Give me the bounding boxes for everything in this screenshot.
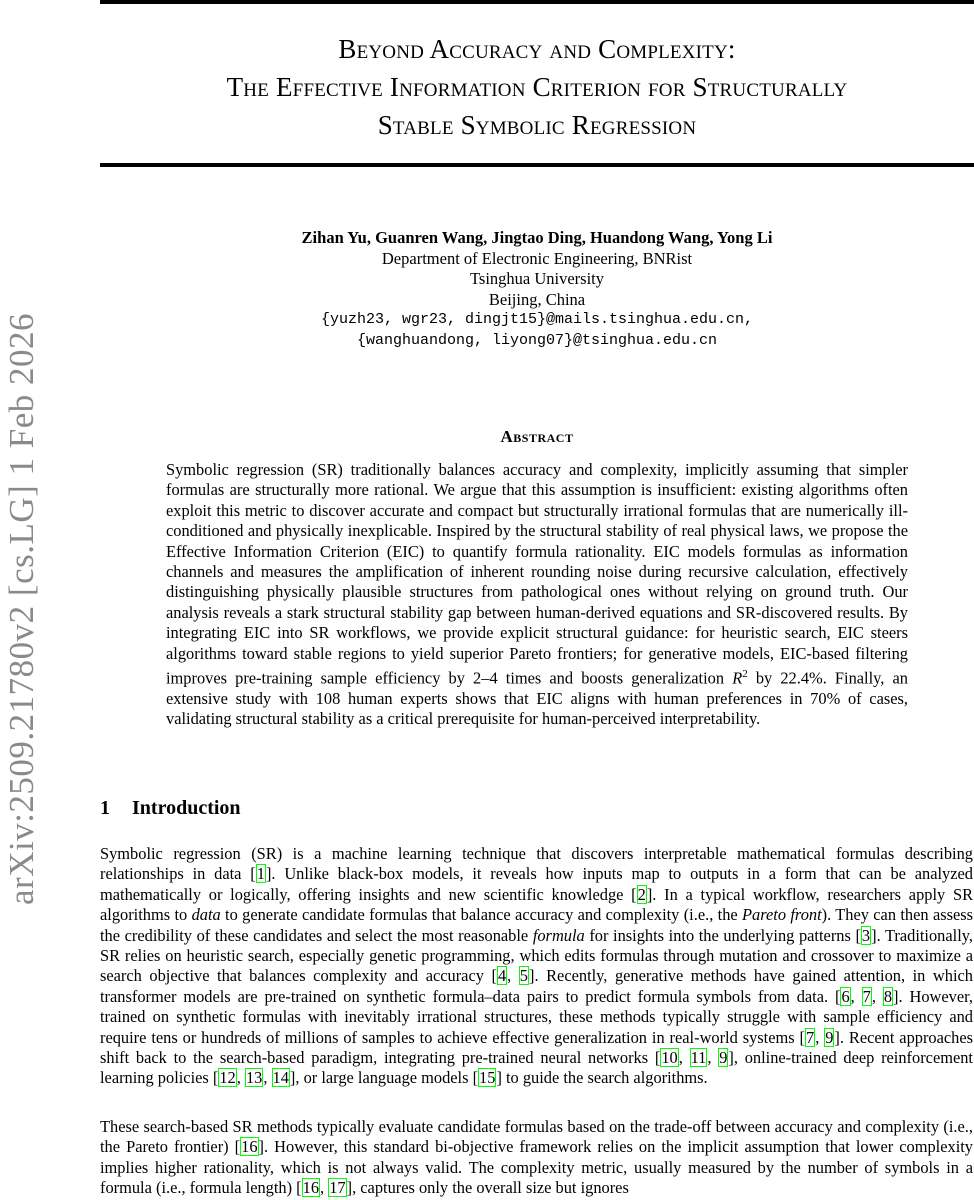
paper-title (100, 30, 974, 144)
citation-link[interactable]: 5 (519, 966, 528, 986)
citation-link[interactable]: 7 (806, 1027, 815, 1047)
intro-paragraph-2 (100, 1117, 973, 1199)
citation-link[interactable]: 16 (241, 1137, 258, 1157)
paragraph-text: , (236, 1068, 245, 1088)
title-bottom-rule (100, 163, 974, 167)
citation-link[interactable]: 16 (302, 1178, 320, 1198)
author-emails-2: {wanghuandong, liyong07}@tsinghua.edu.cn (356, 331, 718, 349)
citation-link[interactable]: 4 (497, 966, 507, 986)
paragraph-text: ]. Unlike black-box models, it reveals how inputs map to outputs in a form that can be analyzed mathematically or logically, offering insights and new scientific knowledge [ (100, 864, 973, 904)
abstract-body (166, 460, 908, 730)
title-line-2: The Effective Information Criterion for Structurally (226, 72, 848, 102)
paragraph-text: ]. Traditionally, SR relies on heuristic search, especially genetic programming, which edits formulas through mutation and crossover to maximize a search objective that balances complexity and accuracy [ (100, 925, 973, 986)
intro-paragraph-1 (100, 844, 973, 1089)
paragraph-text: ], online-trained deep reinforcement learning policies [ (100, 1048, 973, 1088)
title-line-1: Beyond Accuracy and Complexity: (338, 34, 736, 64)
paragraph-text: for insights into the underlying patterns [ (584, 925, 861, 945)
paragraph-text: , (707, 1048, 719, 1068)
paragraph-text: ). They can then assess the credibility of these candidates and select the most reasonable (100, 905, 974, 945)
citation-link[interactable]: 1 (256, 864, 265, 884)
citation-link[interactable]: 17 (329, 1178, 346, 1198)
citation-link[interactable]: 8 (883, 986, 893, 1006)
paragraph-text: , (871, 986, 883, 1006)
citation-link[interactable]: 10 (661, 1048, 678, 1068)
citation-link[interactable]: 3 (861, 925, 871, 945)
citation-link[interactable]: 2 (637, 884, 646, 904)
paragraph-text: , (850, 986, 862, 1006)
paragraph-text: ]. In a typical workflow, researchers apply SR algorithms to (100, 884, 973, 925)
paragraph-text: ]. Recent approaches shift back to the search-based paradigm, integrating pre-trained neural networks [ (100, 1027, 974, 1068)
section-number: 1 (100, 797, 110, 819)
paragraph-text: ]. However, trained on synthetic formulas with inevitably irrational structures, these methods typically struggle with sample efficiency and require tens or hundreds of millions of samples to achieve effective generalization in real-world systems [ (100, 986, 974, 1047)
paragraph-text: Symbolic regression (SR) is a machine learning technique that discovers interpretable mathematical formulas describing relationships in data [ (100, 844, 973, 884)
section-title: Introduction (132, 797, 241, 819)
arxiv-stamp: arXiv:2509.21780v2 [cs.LG] 1 Feb 2026 (2, 312, 41, 905)
citation-link[interactable]: 14 (272, 1068, 289, 1088)
affiliation-department: Department of Electronic Engineering, BNRist (381, 248, 693, 268)
title-top-rule (100, 0, 974, 4)
paragraph-text: , (815, 1027, 825, 1047)
citation-link[interactable]: 13 (245, 1068, 263, 1088)
affiliation-location: Beijing, China (488, 289, 586, 309)
citation-link[interactable]: 6 (841, 986, 850, 1006)
abstract-text-b: by 22.4%. Finally, an extensive study with 108 human experts shows that EIC aligns with human preferences in 70% of cases, validating structural stability as a critical prerequisite for human-perceived interpretability. (166, 668, 908, 729)
citation-link[interactable]: 15 (479, 1068, 496, 1088)
affiliation-university: Tsinghua University (469, 269, 605, 288)
paragraph-text: , (320, 1178, 329, 1198)
citation-link[interactable]: 9 (825, 1027, 834, 1047)
citation-link[interactable]: 9 (719, 1048, 728, 1068)
paragraph-text: to generate candidate formulas that balance accuracy and complexity (i.e., the (220, 905, 743, 925)
paragraph-text: , (263, 1068, 272, 1088)
author-block (100, 228, 974, 351)
italic-term: formula (532, 925, 585, 945)
author-emails-1: {yuzh23, wgr23, dingjt15}@mails.tsinghua.edu.cn, (320, 311, 754, 328)
paragraph-text: ], captures only the overall size but ignores (346, 1178, 629, 1198)
author-names: Zihan Yu, Guanren Wang, Jingtao Ding, Huandong Wang, Yong Li (301, 228, 773, 247)
paragraph-text: These search-based SR methods typically evaluate candidate formulas based on the trade-off between accuracy and complexity (i.e., the Pareto frontier) [ (100, 1117, 973, 1157)
section-heading-introduction (100, 797, 241, 820)
paragraph-text: , (678, 1048, 690, 1068)
citation-link[interactable]: 11 (690, 1048, 707, 1068)
title-line-3: Stable Symbolic Regression (377, 110, 697, 140)
paragraph-text: , (507, 966, 519, 986)
citation-link[interactable]: 12 (219, 1068, 236, 1088)
italic-term: Pareto front (742, 905, 822, 925)
citation-link[interactable]: 7 (862, 986, 871, 1006)
r-squared-exponent: 2 (742, 668, 748, 681)
paragraph-text: ]. Recently, generative methods have gained attention, in which transformer models are pre-trained on synthetic formula–data pairs to predict formula symbols from data. [ (100, 966, 973, 1006)
italic-term: data (191, 905, 221, 925)
paragraph-text: ], or large language models [ (289, 1068, 479, 1088)
paragraph-text: ] to guide the search algorithms. (496, 1068, 708, 1088)
r-squared-symbol: R (732, 668, 743, 688)
abstract-heading: Abstract (500, 427, 574, 446)
abstract-text-a: Symbolic regression (SR) traditionally balances accuracy and complexity, implicitly assuming that simpler formulas are structurally more rational. We argue that this assumption is insufficient: existing algorithms often exploit this metric to discover accurate and compact but structurally irrational formulas that are numerically ill-conditioned and physically inexplicable. Inspired by the structural stability of real physical laws, we propose the Effective Information Criterion (EIC) to quantify formula rationality. EIC models formulas as information channels and measures the amplification of inherent rounding noise during recursive calculation, effectively distinguishing physically plausible structures from pathological ones without relying on ground truth. Our analysis reveals a stark structural stability gap between human-derived equations and SR-discovered results. By integrating EIC into SR workflows, we provide explicit structural guidance: for heuristic search, EIC steers algorithms toward stable regions to yield superior Pareto frontiers; for generative models, EIC-based filtering improves pre-training sample efficiency by 2–4 times and boosts generalization (166, 460, 908, 688)
paragraph-text: ]. However, this standard bi-objective framework relies on the implicit assumption that lower complexity implies higher rationality, which is not always valid. The complexity metric, usually measured by the number of symbols in a formula (i.e., formula length) [ (100, 1137, 973, 1198)
